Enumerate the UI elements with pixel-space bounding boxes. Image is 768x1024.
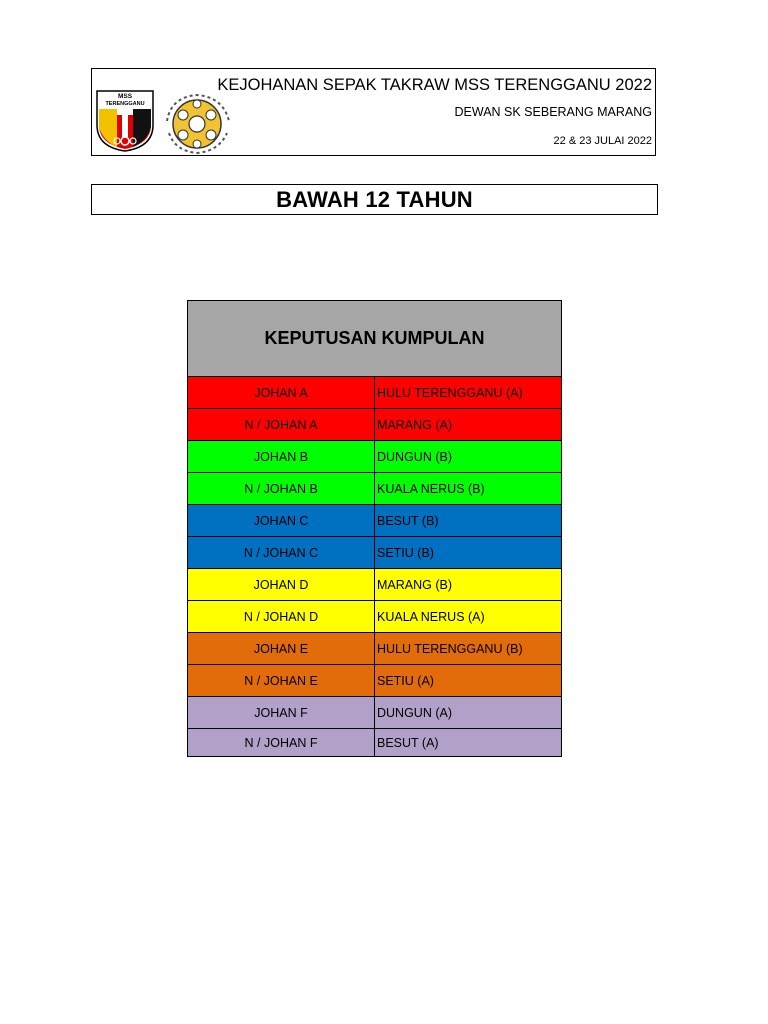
event-header	[91, 68, 656, 156]
group-position-cell: N / JOHAN D	[188, 601, 375, 633]
table-row	[188, 697, 562, 729]
sepak-takraw-ball-icon	[161, 91, 233, 155]
group-position-cell: JOHAN B	[188, 441, 375, 473]
event-venue: DEWAN SK SEBERANG MARANG	[454, 105, 652, 119]
results-body	[188, 377, 562, 757]
table-row	[188, 537, 562, 569]
svg-text:TERENGGANU: TERENGGANU	[105, 101, 145, 107]
group-position-cell: JOHAN A	[188, 377, 375, 409]
group-position-cell: N / JOHAN A	[188, 409, 375, 441]
table-row	[188, 601, 562, 633]
group-position-cell: JOHAN F	[188, 697, 375, 729]
table-row	[188, 377, 562, 409]
results-heading: KEPUTUSAN KUMPULAN	[188, 301, 562, 377]
group-position-cell: N / JOHAN F	[188, 729, 375, 757]
age-category-title: BAWAH 12 TAHUN	[91, 184, 658, 215]
team-name-cell: HULU TERENGGANU (B)	[375, 633, 562, 665]
event-date: 22 & 23 JULAI 2022	[553, 135, 652, 147]
group-position-cell: JOHAN E	[188, 633, 375, 665]
team-name-cell: BESUT (A)	[375, 729, 562, 757]
team-name-cell: HULU TERENGGANU (A)	[375, 377, 562, 409]
table-row	[188, 473, 562, 505]
group-position-cell: JOHAN C	[188, 505, 375, 537]
table-row	[188, 569, 562, 601]
team-name-cell: DUNGUN (A)	[375, 697, 562, 729]
team-name-cell: DUNGUN (B)	[375, 441, 562, 473]
team-name-cell: KUALA NERUS (A)	[375, 601, 562, 633]
table-row	[188, 665, 562, 697]
group-results-table	[187, 300, 562, 757]
svg-text:MSS: MSS	[117, 93, 133, 100]
table-row	[188, 505, 562, 537]
team-name-cell: SETIU (A)	[375, 665, 562, 697]
table-row	[188, 633, 562, 665]
group-position-cell: JOHAN D	[188, 569, 375, 601]
event-title: KEJOHANAN SEPAK TAKRAW MSS TERENGGANU 2022	[217, 76, 652, 94]
table-header-row	[188, 301, 562, 377]
team-name-cell: SETIU (B)	[375, 537, 562, 569]
team-name-cell: MARANG (B)	[375, 569, 562, 601]
team-name-cell: BESUT (B)	[375, 505, 562, 537]
table-row	[188, 409, 562, 441]
table-row	[188, 729, 562, 757]
group-position-cell: N / JOHAN C	[188, 537, 375, 569]
group-position-cell: N / JOHAN E	[188, 665, 375, 697]
table-row	[188, 441, 562, 473]
team-name-cell: KUALA NERUS (B)	[375, 473, 562, 505]
mss-terengganu-logo	[95, 89, 155, 153]
team-name-cell: MARANG (A)	[375, 409, 562, 441]
group-position-cell: N / JOHAN B	[188, 473, 375, 505]
